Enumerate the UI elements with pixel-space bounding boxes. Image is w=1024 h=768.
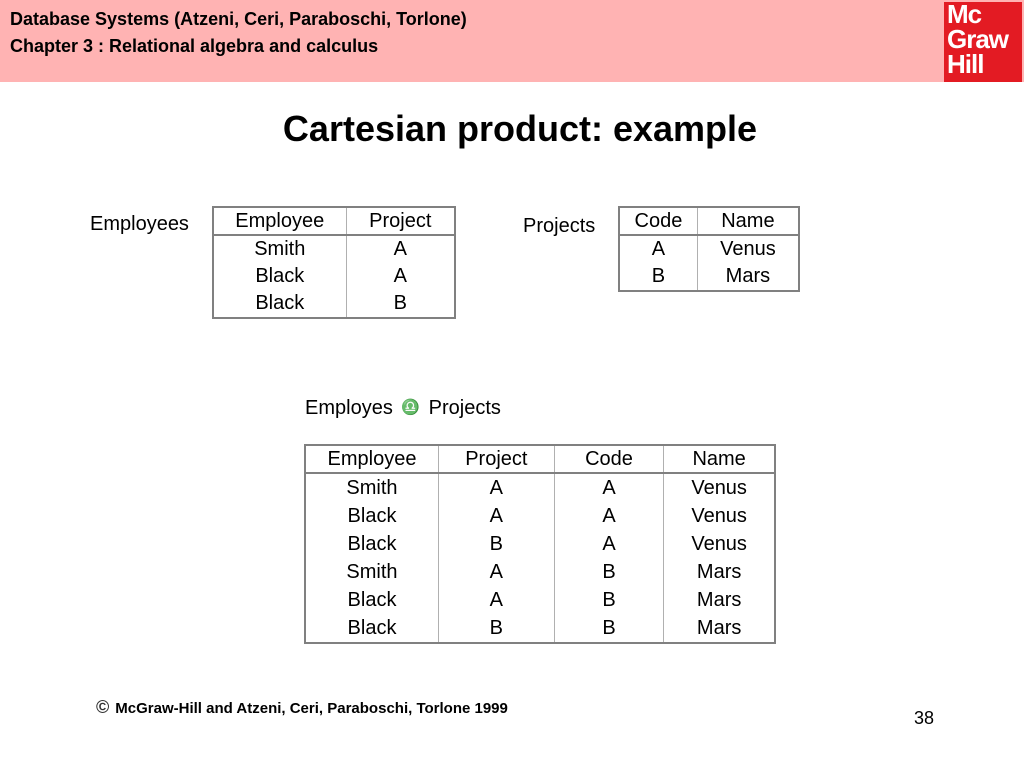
employees-label: Employees — [90, 213, 189, 235]
slide-footer — [96, 697, 508, 718]
right-operand: Projects — [428, 397, 501, 419]
table-cell: Black — [305, 502, 438, 530]
product-expression — [305, 397, 501, 420]
table-cell: A — [438, 502, 554, 530]
table-cell: A — [438, 558, 554, 586]
table-cell: B — [619, 263, 697, 291]
table-cell: Smith — [305, 473, 438, 502]
table-cell: B — [554, 586, 664, 614]
table-header-row — [619, 207, 799, 235]
table-cell: B — [554, 614, 664, 643]
left-operand: Employes — [305, 397, 393, 419]
table-cell: A — [619, 235, 697, 263]
table-cell: A — [554, 530, 664, 558]
table-cell: Smith — [305, 558, 438, 586]
table-header-row — [305, 445, 775, 473]
table-cell: A — [554, 502, 664, 530]
table-row — [213, 235, 455, 263]
table-row — [305, 614, 775, 643]
projects-label: Projects — [523, 215, 596, 237]
table-cell: A — [393, 265, 407, 287]
table-cell: B — [554, 558, 664, 586]
table-cell: B — [438, 530, 554, 558]
column-header: Employee — [305, 445, 438, 473]
slide-title: Cartesian product: example — [282, 108, 758, 149]
table-cell: Venus — [691, 504, 747, 527]
header-chapter-title: Chapter 3 : Relational algebra and calculus — [10, 36, 379, 56]
table-cell: Venus — [691, 532, 747, 555]
table-cell: Mars — [725, 265, 771, 287]
logo-line-1: Mc — [947, 0, 982, 29]
column-header: Code — [554, 445, 664, 473]
column-header: Name — [664, 445, 775, 473]
table-cell: Black — [213, 263, 346, 290]
table-cell: Mars — [696, 616, 742, 639]
table-row — [213, 263, 455, 290]
table-row — [305, 530, 775, 558]
table-cell: Smith — [213, 235, 346, 263]
product-table — [304, 444, 776, 644]
header-book-title: Database Systems (Atzeni, Ceri, Paraboschi, Torlone) — [10, 9, 467, 29]
table-row — [305, 586, 775, 614]
copyright-icon: © — [96, 697, 110, 717]
table-header-row — [213, 207, 455, 235]
table-row — [213, 290, 455, 318]
slide-header — [0, 0, 1024, 82]
table-row — [305, 473, 775, 502]
table-cell: Venus — [720, 238, 776, 260]
mcgraw-hill-logo — [944, 2, 1022, 82]
column-header: Project — [438, 445, 554, 473]
table-cell: Mars — [696, 588, 742, 611]
logo-line-3: Hill — [947, 49, 984, 79]
column-header: Employee — [213, 207, 346, 235]
cartesian-product-symbol: ♎ — [401, 399, 421, 416]
projects-table — [618, 206, 800, 292]
table-cell: A — [554, 473, 664, 502]
table-cell: A — [393, 238, 407, 260]
table-cell: Mars — [696, 560, 742, 583]
employees-table — [212, 206, 456, 319]
table-cell: Black — [305, 586, 438, 614]
table-row — [305, 558, 775, 586]
table-row — [619, 235, 799, 263]
footer-copyright-text: McGraw-Hill and Atzeni, Ceri, Paraboschi, Torlone 1999 — [115, 700, 508, 717]
table-cell: B — [438, 614, 554, 643]
table-row — [619, 263, 799, 291]
column-header: Name — [697, 207, 799, 235]
logo-line-2: Graw — [947, 24, 1009, 54]
column-header: Project — [346, 207, 455, 235]
page-number: 38 — [914, 708, 935, 728]
table-cell: Black — [213, 290, 346, 318]
table-cell: Venus — [691, 476, 747, 499]
table-cell: A — [438, 473, 554, 502]
table-cell: B — [393, 292, 407, 314]
table-cell: Black — [305, 614, 438, 643]
column-header: Code — [619, 207, 697, 235]
table-row — [305, 502, 775, 530]
table-cell: A — [438, 586, 554, 614]
table-cell: Black — [305, 530, 438, 558]
